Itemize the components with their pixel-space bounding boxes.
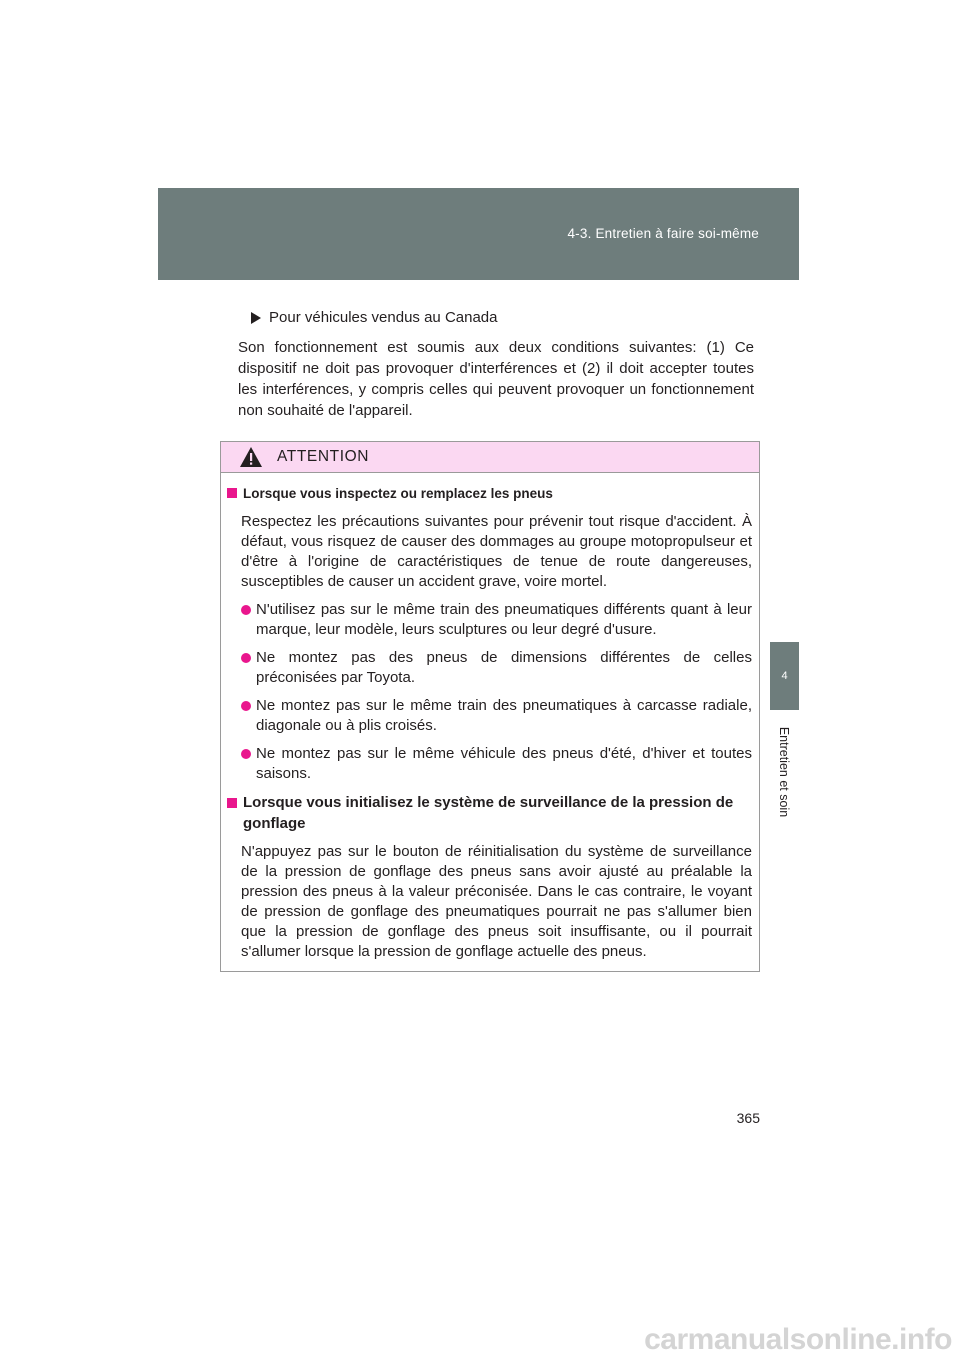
warning-triangle-icon [239,446,263,468]
square-bullet-icon [227,798,237,808]
list-item [241,696,752,736]
bullet-dot-icon [241,605,251,615]
attention-body [221,473,759,962]
list-item-text: Ne montez pas sur le même véhicule des pneus d'été, d'hiver et toutes saisons. [256,745,752,782]
attention-header [221,442,759,473]
subsection-heading-text: Lorsque vous inspectez ou remplacez les pneus [243,486,553,501]
bullet-dot-icon [241,749,251,759]
list-item [241,744,752,784]
attention-box [220,441,760,972]
bullet-dot-icon [241,701,251,711]
attention-title: ATTENTION [277,448,370,465]
header-band [158,188,799,280]
subsection-heading-text: Lorsque vous initialisez le système de surveillance de la pression de gonflage [243,794,734,832]
chapter-tab-number: 4 [770,642,799,710]
square-bullet-icon [227,488,237,498]
subsection-heading [225,792,752,834]
intro-heading-text: Pour véhicules vendus au Canada [269,309,498,326]
bullet-dot-icon [241,653,251,663]
list-item-text: N'utilisez pas sur le même train des pneumatiques différents quant à leur marque, leur modèle, leurs sculptures ou leur degré d'usure. [256,601,752,638]
intro-section [238,307,754,421]
intro-paragraph: Son fonctionnement est soumis aux deux conditions suivantes: (1) Ce dispositif ne doit pas provoquer d'interférences et (2) il doit accepter toutes les interférences, y compris celles qui peuvent provoquer un fonctionnement non souhaité de l'appareil. [238,339,754,419]
subsection-heading [225,483,752,504]
list-item-text: Ne montez pas sur le même train des pneumatiques à carcasse radiale, diagonale ou à plis croisés. [256,697,752,734]
subsection-paragraph: Respectez les précautions suivantes pour prévenir tout risque d'accident. À défaut, vous risquez de causer des dommages au groupe motopropulseur et d'être à l'origine de caractéristiques de tenue de route dangereuses, susceptibles de causer un accident grave, voire mortel. [241,513,752,590]
list-item [241,600,752,640]
intro-heading [251,307,754,328]
chapter-tab-label-text: Entretien et soin [777,726,792,818]
list-item [241,648,752,688]
section-title: 4-3. Entretien à faire soi-même [567,226,759,241]
play-arrow-icon [251,312,261,324]
list-item-text: Ne montez pas des pneus de dimensions différentes de celles préconisées par Toyota. [256,649,752,686]
page-number: 365 [736,1110,760,1126]
watermark-logo: carmanualsonline.info [644,1323,952,1356]
chapter-tab-label [770,712,799,832]
subsection-paragraph: N'appuyez pas sur le bouton de réinitialisation du système de surveillance de la pression de gonflage des pneus sans avoir ajusté au préalable la pression des pneus à la valeur préconisée. Dans le cas contraire, le voyant de pression de gonflage des pneumatiques pourrait ne pas s'allumer bien que la pression de gonflage des pneus soit insuffisante, ou il pourrait s'allumer lorsque la pression de gonflage actuelle des pneus. [241,843,752,960]
